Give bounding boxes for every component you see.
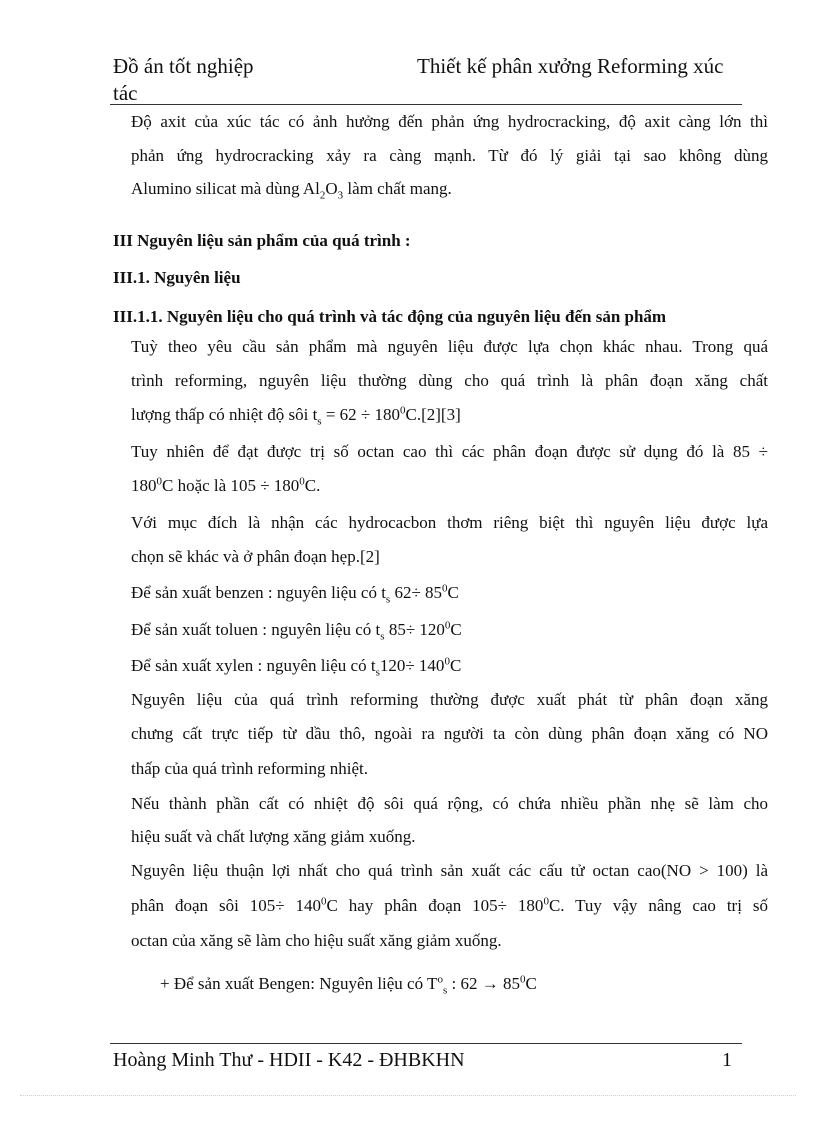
header-left-line1: Đồ án tốt nghiệp: [113, 54, 254, 78]
para-3-line-1: Tuy nhiên để đạt được trị số octan cao thì các phân đoạn được sử dụng đó là 85 ÷: [131, 442, 768, 461]
para-10-line-1: Nguyên liệu thuận lợi nhất cho quá trình sản xuất các cấu tử octan cao(NO > 100) là: [131, 861, 768, 880]
para-1-line-3: Alumino silicat mà dùng $Al_2O_3$ làm chất mang.: [131, 179, 452, 202]
para-9-line-1: Nếu thành phần cất có nhiệt độ sôi quá rộng, có chứa nhiều phần nhẹ sẽ làm cho: [131, 794, 768, 813]
benzen-line: Để sản xuất benzen : nguyên liệu có $t_s$ $62\div 85^0C$: [131, 582, 459, 606]
header-left-line2: tác: [113, 81, 138, 105]
para-1-line-2: phản ứng hydrocracking xảy ra càng mạnh. Từ đó lý giải tại sao không dùng: [131, 146, 768, 165]
section-heading: III Nguyên liệu sản phẩm của quá trình :: [113, 231, 411, 250]
subsubsection-heading: III.1.1. Nguyên liệu cho quá trình và tác động của nguyên liệu đến sản phẩm: [113, 307, 667, 326]
para-10-line-3: octan của xăng sẽ làm cho hiệu suất xăng giảm xuống.: [131, 931, 502, 950]
footer-divider: [110, 1043, 742, 1044]
toluen-line: Để sản xuất toluen : nguyên liệu có $t_s$ $85\div 120^0C$: [131, 619, 462, 643]
para-10-line-2: phân đoạn sôi $105\div 140^0C$ hay phân đoạn $105\div 180^0C$. Tuy vậy nâng cao trị số: [131, 895, 768, 915]
header-divider: [110, 104, 742, 105]
para-8-line-1: Nguyên liệu của quá trình reforming thường được xuất phát từ phân đoạn xăng: [131, 690, 768, 709]
para-8-line-3: thấp của quá trình reforming nhiệt.: [131, 759, 368, 778]
subsection-heading: III.1. Nguyên liệu: [113, 268, 241, 287]
xylen-line: Để sản xuất xylen : nguyên liệu có $t_s120\div 140^0C$: [131, 655, 462, 679]
para-2-line-2: trình reforming, nguyên liệu thường dùng cho quá trình là phân đoạn xăng chất: [131, 371, 768, 390]
para-4-line-1: Với mục đích là nhận các hydrocacbon thơm riêng biệt thì nguyên liệu được lựa: [131, 513, 768, 532]
para-9-line-2: hiệu suất và chất lượng xăng giảm xuống.: [131, 827, 416, 846]
page-number: 1: [722, 1049, 732, 1071]
footer-author: Hoàng Minh Thư - HDII - K42 - ĐHBKHN: [113, 1049, 465, 1071]
para-4-line-2: chọn sẽ khác và ở phân đoạn hẹp.[2]: [131, 547, 380, 566]
para-3-line-2: $180^0C$ hoặc là $105 \div 180^0C$.: [131, 475, 321, 495]
header-left: [113, 53, 254, 107]
bengen-line: + Để sản xuất Bengen: Nguyên liệu có $T^o_s$ : $62 \to 85^0C$: [160, 973, 537, 997]
page-bottom-edge: [20, 1095, 796, 1096]
para-2-line-1: Tuỳ theo yêu cầu sản phẩm mà nguyên liệu được lựa chọn khác nhau. Trong quá: [131, 337, 768, 356]
para-1-line-1: Độ axit của xúc tác có ảnh hưởng đến phản ứng hydrocracking, độ axit càng lớn thì: [131, 112, 768, 131]
para-2-line-3: lượng thấp có nhiệt độ sôi $t_s = 62 \div 180^0C.[2][3]$: [131, 404, 461, 428]
para-8-line-2: chưng cất trực tiếp từ dầu thô, ngoài ra người ta còn dùng phân đoạn xăng có NO: [131, 724, 768, 743]
header-right: Thiết kế phân xưởng Reforming xúc: [417, 54, 724, 78]
